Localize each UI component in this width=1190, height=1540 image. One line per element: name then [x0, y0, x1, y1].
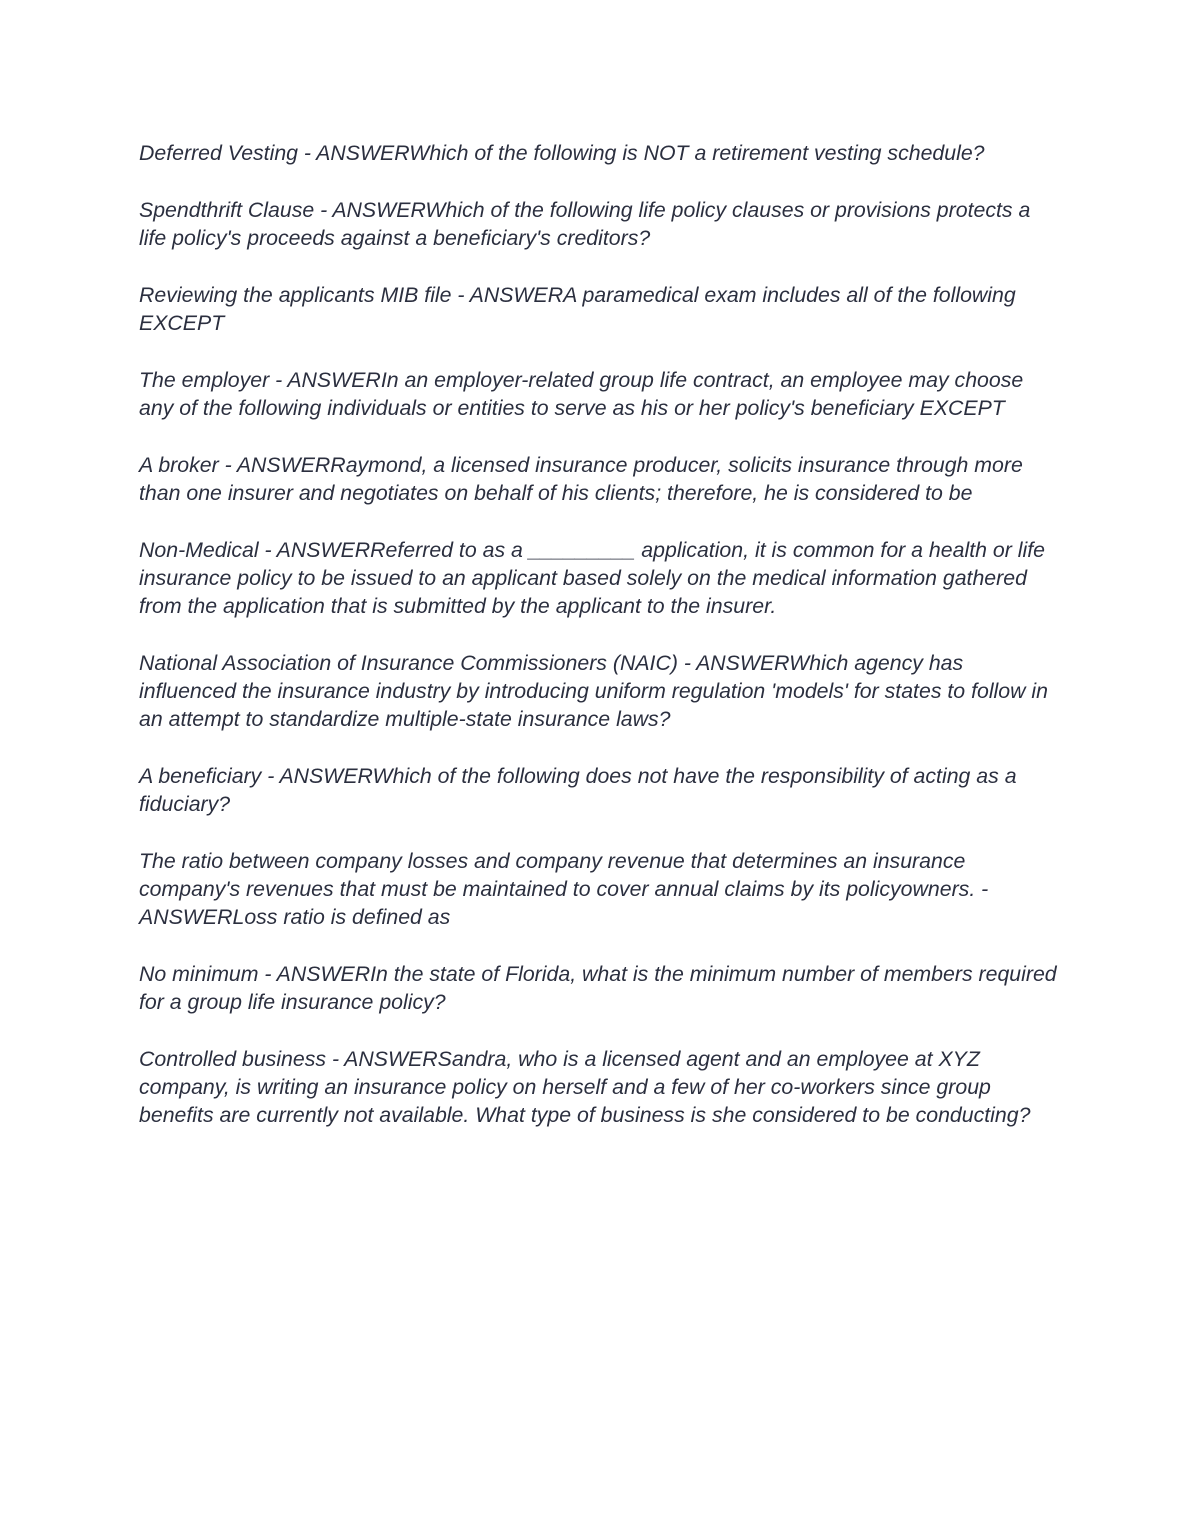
qa-entry-deferred-vesting: Deferred Vesting - ANSWERWhich of the following is NOT a retirement vesting schedule? — [139, 141, 985, 165]
qa-entry-employer: The employer - ANSWERIn an employer-related group life contract, an employee may choose any of the following individuals or entities to serve as his or her policy's beneficiary EXCEPT — [139, 368, 1024, 420]
qa-entry-mib-file: Reviewing the applicants MIB file - ANSWERA paramedical exam includes all of the following EXCEPT — [139, 283, 1016, 335]
qa-entry-naic: National Association of Insurance Commissioners (NAIC) - ANSWERWhich agency has influenced the insurance industry by introducing uniform regulation 'models' for states to follow in an attempt to standardize multiple-state insurance laws? — [139, 651, 1049, 731]
qa-entry-controlled-business: Controlled business - ANSWERSandra, who is a licensed agent and an employee at XYZ company, is writing an insurance policy on herself and a few of her co-workers since group benefits are currently not available. What type of business is she considered to be conducting? — [139, 1047, 1031, 1127]
qa-entry-loss-ratio: The ratio between company losses and company revenue that determines an insurance company's revenues that must be maintained to cover annual claims by its policyowners. - ANSWERLoss ratio is defined as — [139, 849, 989, 929]
qa-entry-no-minimum: No minimum - ANSWERIn the state of Florida, what is the minimum number of members required for a group life insurance policy? — [139, 962, 1057, 1014]
qa-entry-spendthrift-clause: Spendthrift Clause - ANSWERWhich of the following life policy clauses or provisions protects a life policy's proceeds against a beneficiary's creditors? — [139, 198, 1031, 250]
qa-entry-non-medical: Non-Medical - ANSWERReferred to as a _________ application, it is common for a health or life insurance policy to be issued to an applicant based solely on the medical information gathered from the application that is submitted by the applicant to the insurer. — [139, 538, 1045, 618]
qa-entry-broker: A broker - ANSWERRaymond, a licensed insurance producer, solicits insurance through more than one insurer and negotiates on behalf of his clients; therefore, he is considered to be — [139, 453, 1023, 505]
document-body — [139, 139, 1059, 1158]
qa-entry-beneficiary: A beneficiary - ANSWERWhich of the following does not have the responsibility of acting as a fiduciary? — [139, 764, 1017, 816]
